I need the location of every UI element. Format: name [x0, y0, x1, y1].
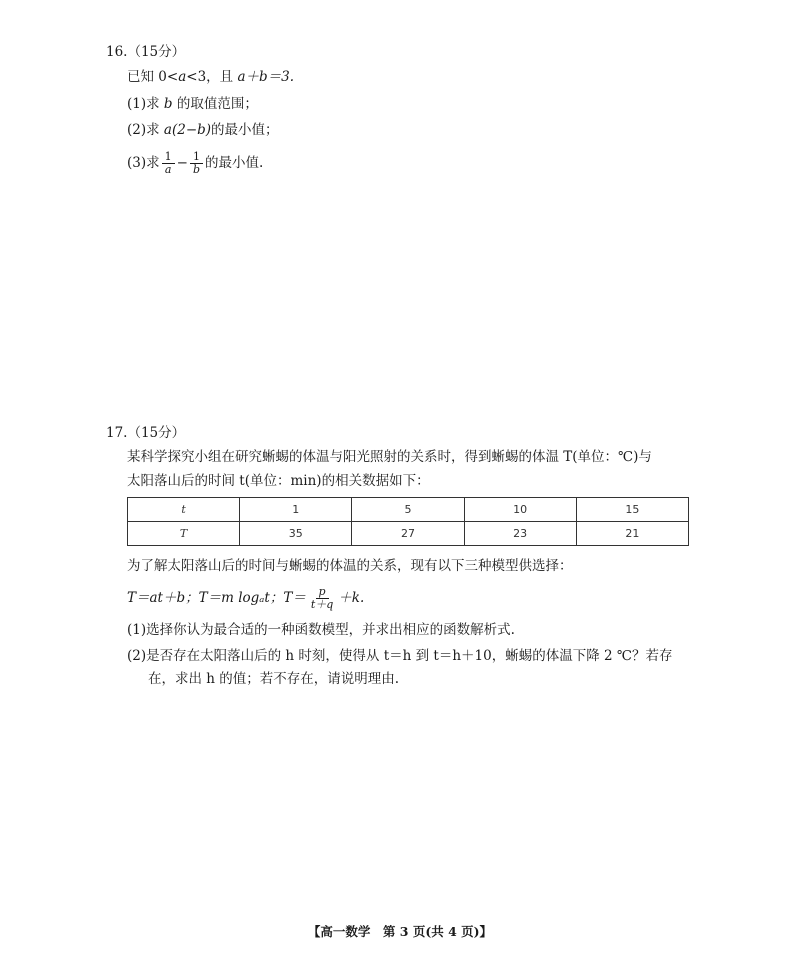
q16-given-pre: 已知 0<: [127, 69, 179, 85]
table-cell: 35: [240, 522, 352, 546]
q17-part1: (1)选择你认为最合适的一种函数模型，并求出相应的函数解析式.: [127, 622, 515, 638]
q17-part2-line2: 在，求出 h 的值；若不存在，请说明理由.: [148, 671, 400, 687]
fraction-numerator: p: [316, 586, 329, 599]
q16-part1-pre: (1)求: [127, 96, 164, 112]
model-rational-post: ＋k.: [338, 590, 365, 606]
data-table: [127, 497, 689, 546]
table-row-label: T: [128, 522, 240, 546]
q16-part2: [127, 120, 279, 140]
q17-part2-line1: (2)是否存在太阳落山后的 h 时刻，使得从 t＝h 到 t＝h＋10，蜥蜴的体温下降 2 ℃？若存: [127, 648, 673, 664]
q16-part2-pre: (2)求: [127, 122, 164, 138]
q16-part3: [127, 148, 263, 178]
fraction-1-over-b: [190, 151, 203, 176]
fraction-numerator: 1: [162, 151, 175, 164]
table-cell: 5: [352, 498, 464, 522]
q16-part2-expr: a(2−b): [163, 122, 212, 138]
model-log: T＝m logₐt；: [198, 590, 284, 606]
q17-models: [127, 582, 364, 614]
fraction-p-over-t-plus-q: [308, 586, 336, 611]
q17-intro-line1: 某科学探究小组在研究蜥蜴的体温与阳光照射的关系时，得到蜥蜴的体温 T(单位：℃)与: [127, 449, 652, 465]
fraction-denominator: a: [164, 163, 172, 176]
q16-part3-pre: (3)求: [127, 155, 160, 171]
fraction-denominator: b: [192, 163, 200, 176]
q16-given-mid: <3，且: [186, 69, 238, 85]
fraction-1-over-a: [162, 151, 175, 176]
table-cell: 10: [464, 498, 576, 522]
q17-heading: 17.（15分）: [106, 425, 186, 441]
q16-given-sum: a＋b＝3.: [237, 69, 295, 85]
table-cell: 23: [464, 522, 576, 546]
table-cell: 1: [240, 498, 352, 522]
q16-given-a: a: [178, 69, 187, 85]
table-cell: 15: [576, 498, 688, 522]
q16-part1-var: b: [163, 96, 173, 112]
model-linear: T＝at＋b；: [127, 590, 199, 606]
table-row: [128, 522, 689, 546]
minus-sign: −: [176, 155, 188, 171]
q16-part1-post: 的取值范围；: [172, 96, 258, 112]
model-rational-pre: T＝: [283, 590, 306, 606]
fraction-denominator: t＋q: [310, 598, 334, 611]
q16-heading: 16.（15分）: [106, 44, 186, 60]
table-row: [128, 498, 689, 522]
table-cell: 27: [352, 522, 464, 546]
q17-models-intro: 为了解太阳落山后的时间与蜥蜴的体温的关系，现有以下三种模型供选择：: [127, 558, 573, 574]
q16-part2-post: 的最小值；: [211, 122, 279, 138]
page-footer: 【高一数学 第 3 页(共 4 页)】: [307, 924, 493, 939]
q16-part1: [127, 94, 258, 114]
table-cell: 21: [576, 522, 688, 546]
q16-given: [127, 67, 294, 87]
q17-intro-line2: 太阳落山后的时间 t(单位：min)的相关数据如下：: [127, 473, 430, 489]
fraction-numerator: 1: [190, 151, 203, 164]
table-row-label: t: [128, 498, 240, 522]
q16-part3-post: 的最小值.: [204, 155, 264, 171]
